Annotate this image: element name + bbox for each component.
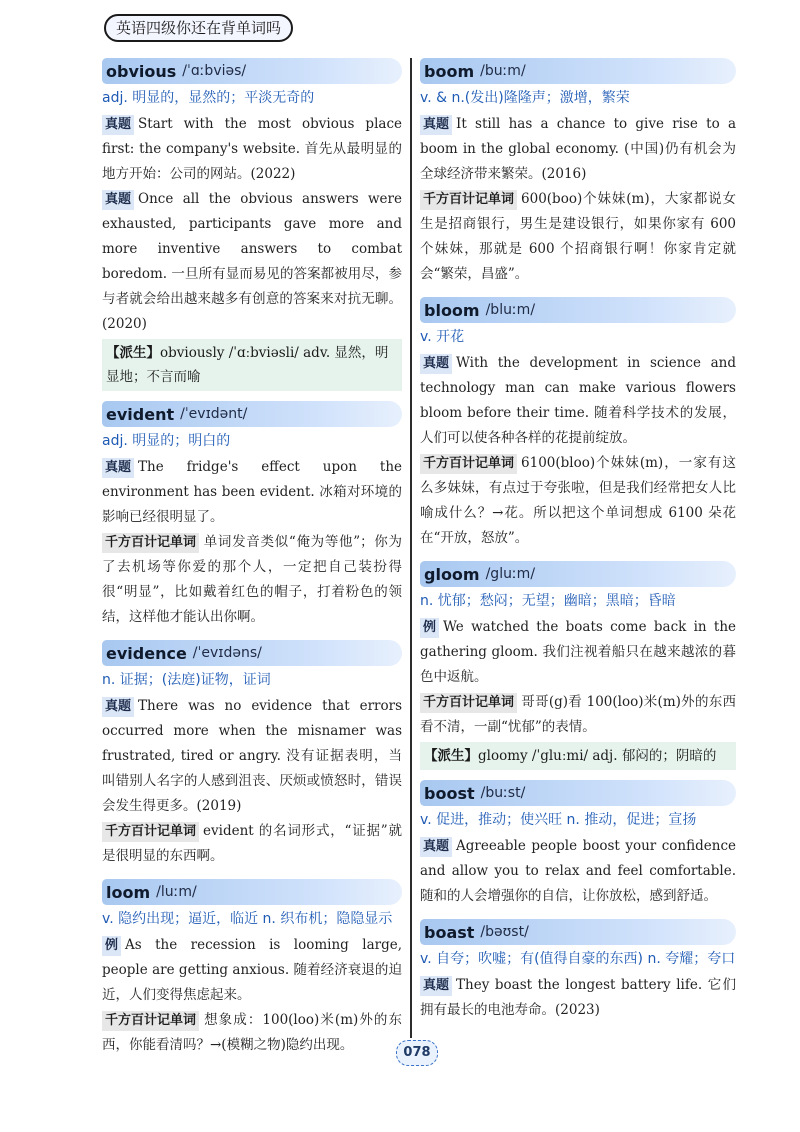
right-column: [420, 58, 736, 1033]
phonetic: /bəʊst/: [480, 924, 529, 940]
headword: obvious: [106, 61, 177, 81]
definition: adj. 明显的，显然的；平淡无奇的: [102, 90, 315, 106]
book-title-tag: 英语四级你还在背单词吗: [104, 14, 293, 42]
headword-bar: [420, 561, 736, 587]
derivative-note: [102, 339, 402, 391]
example-text: Agreeable people boost your confidence and allow you to relax and feel comfortable. 随和的人会增强你的自信，让你放松，感到舒适。: [420, 838, 736, 904]
definition: v. 促进，推动；使兴旺 n. 推动，促进；宣扬: [420, 812, 697, 828]
example-text: evident 的名词形式，“证据”就是很明显的东西啊。: [102, 823, 402, 864]
example-text: 600(boo)个妹妹(m)，大家都说女生是招商银行，男生是建设银行，如果你家有 600 个妹妹，那就是 600 个招商银行啊！你家肯定就会“繁荣，昌盛”。: [420, 191, 736, 282]
left-column: [102, 58, 402, 1068]
headword-bar: [420, 297, 736, 323]
definition: n. 忧郁；愁闷；无望；幽暗；黑暗；昏暗: [420, 593, 676, 609]
entry-boom: [420, 58, 736, 287]
headword: boast: [424, 922, 475, 942]
definition: v. 开花: [420, 329, 465, 345]
entry-evident: [102, 401, 402, 630]
headword-bar: [420, 58, 736, 84]
derivative-label: 【派生】: [106, 345, 160, 361]
section-label: 真题: [102, 458, 134, 478]
section-label: 真题: [420, 354, 452, 374]
headword-bar: [420, 919, 736, 945]
derivative-label: 【派生】: [424, 748, 478, 764]
entry-evidence: [102, 640, 402, 869]
example-text: There was no evidence that errors occurred more when the misnamer was frustrated, tired or angry. 没有证据表明，当叫错别人名字的人感到沮丧、厌烦或愤怒时，错误会发生得更多。(2019): [102, 698, 402, 814]
example-paragraph: [102, 530, 402, 630]
headword-bar: [420, 780, 736, 806]
example-text: Once all the obvious answers were exhausted, participants gave more and more inventive answers to combat boredom. 一旦所有显而易见的答案都被用尽，参与者就会给出越来越多有创意的答案来对抗无聊。(2020): [102, 191, 402, 332]
headword-bar: [102, 640, 402, 666]
entry-gloom: [420, 561, 736, 770]
example-paragraph: [102, 187, 402, 337]
headword: loom: [106, 882, 151, 902]
phonetic: /ˈevɪdəns/: [192, 645, 262, 661]
headword: boom: [424, 61, 475, 81]
example-text: 哥哥(g)看 100(loo)米(m)外的东西看不清，一副“忧郁”的表情。: [420, 694, 736, 735]
headword: bloom: [424, 300, 480, 320]
example-paragraph: [102, 819, 402, 869]
section-label: 千方百计记单词: [102, 533, 199, 553]
derivative-note: [420, 742, 736, 770]
section-label: 真题: [420, 115, 452, 135]
example-paragraph: [102, 1008, 402, 1058]
phonetic: /gluːm/: [485, 566, 536, 582]
definition: adj. 明显的；明白的: [102, 433, 231, 449]
headword: evidence: [106, 643, 187, 663]
definition: v. 自夸；吹嘘；有(值得自豪的东西) n. 夸耀；夸口: [420, 951, 736, 967]
headword: boost: [424, 783, 475, 803]
entry-obvious: [102, 58, 402, 391]
entry-boast: [420, 919, 736, 1023]
section-label: 千方百计记单词: [102, 822, 199, 842]
page-number: 078: [396, 1040, 438, 1066]
phonetic: /buːm/: [480, 63, 526, 79]
example-text: The fridge's effect upon the environment has been evident. 冰箱对环境的影响已经很明显了。: [102, 459, 402, 525]
entry-bloom: [420, 297, 736, 551]
example-text: With the development in science and technology man can make various flowers bloom before their time. 随着科学技术的发展，人们可以使各种各样的花提前绽放。: [420, 355, 736, 446]
column-divider: [410, 58, 412, 1038]
example-paragraph: [420, 834, 736, 909]
phonetic: /luːm/: [156, 884, 197, 900]
example-paragraph: [420, 451, 736, 551]
headword-bar: [102, 879, 402, 905]
example-text: It still has a chance to give rise to a boom in the global economy. (中国)仍有机会为全球经济带来繁荣。(2016): [420, 116, 736, 182]
headword-bar: [102, 401, 402, 427]
example-paragraph: [420, 187, 736, 287]
example-paragraph: [420, 690, 736, 740]
headword: gloom: [424, 564, 480, 584]
example-text: As the recession is looming large, people are getting anxious. 随着经济衰退的迫近，人们变得焦虑起来。: [102, 937, 402, 1003]
example-paragraph: [102, 694, 402, 819]
phonetic: /ˈevɪdənt/: [180, 406, 248, 422]
entry-loom: [102, 879, 402, 1058]
example-paragraph: [102, 455, 402, 530]
section-label: 真题: [420, 976, 452, 996]
section-label: 千方百计记单词: [420, 454, 517, 474]
example-text: 想象成：100(loo)米(m)外的东西，你能看清吗？→(模糊之物)隐约出现。: [102, 1012, 402, 1053]
example-paragraph: [420, 973, 736, 1023]
example-text: 6100(bloo)个妹妹(m)，一家有这么多妹妹，有点过于夸张啦，但是我们经常把女人比喻成什么？→花。所以把这个单词想成 6100 朵花在“开放，怒放”。: [420, 455, 736, 546]
phonetic: /ˈɑːbviəs/: [182, 63, 247, 79]
example-paragraph: [420, 112, 736, 187]
phonetic: /bluːm/: [485, 302, 536, 318]
example-text: Start with the most obvious place first: the company's website. 首先从最明显的地方开始：公司的网站。(2022): [102, 116, 402, 182]
section-label: 例: [420, 618, 439, 638]
derivative-text: obviously /ˈɑːbviəsli/ adv. 显然，明显地；不言而喻: [106, 345, 389, 385]
example-paragraph: [102, 933, 402, 1008]
example-text: 单词发音类似“俺为等他”；你为了去机场等你爱的那个人，一定把自己装扮得很“明显”，比如戴着红色的帽子，打着粉色的领结，这样他才能认出你啊。: [102, 534, 402, 625]
phonetic: /buːst/: [480, 785, 526, 801]
example-text: They boast the longest battery life. 它们拥有最长的电池寿命。(2023): [420, 977, 736, 1018]
definition: v. & n.(发出)隆隆声；激增，繁荣: [420, 90, 630, 106]
definition: v. 隐约出现；逼近，临近 n. 织布机；隐隐显示: [102, 911, 393, 927]
section-label: 例: [102, 936, 121, 956]
definition: n. 证据；(法庭)证物，证词: [102, 672, 271, 688]
section-label: 千方百计记单词: [420, 190, 517, 210]
section-label: 真题: [102, 697, 134, 717]
example-text: We watched the boats come back in the gathering gloom. 我们注视着船只在越来越浓的暮色中返航。: [420, 619, 736, 685]
headword-bar: [102, 58, 402, 84]
entry-boost: [420, 780, 736, 909]
example-paragraph: [102, 112, 402, 187]
derivative-text: gloomy /ˈgluːmi/ adj. 郁闷的；阴暗的: [478, 748, 717, 764]
section-label: 真题: [102, 115, 134, 135]
section-label: 千方百计记单词: [420, 693, 517, 713]
headword: evident: [106, 404, 175, 424]
example-paragraph: [420, 615, 736, 690]
example-paragraph: [420, 351, 736, 451]
section-label: 真题: [420, 837, 452, 857]
section-label: 真题: [102, 190, 134, 210]
section-label: 千方百计记单词: [102, 1011, 199, 1031]
